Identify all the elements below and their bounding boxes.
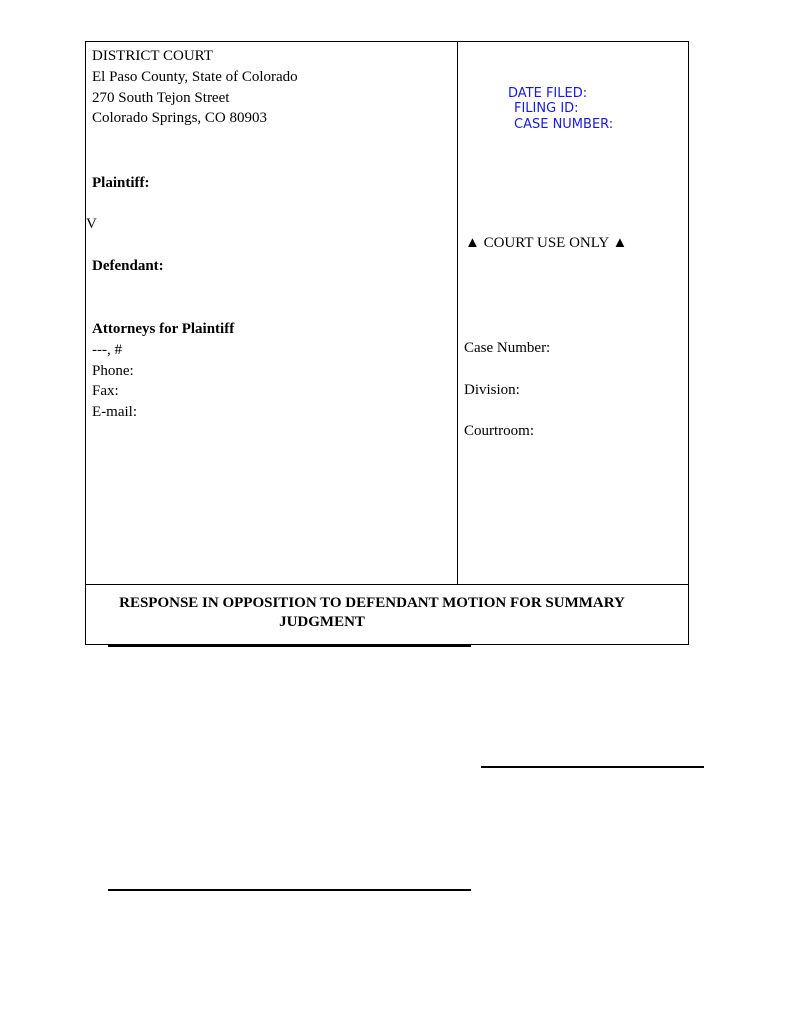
rule-under-title [108,645,471,647]
court-name: DISTRICT COURT [92,48,213,64]
caption-horizontal-divider [85,584,689,585]
courtroom-label: Courtroom: [464,423,534,439]
stamp-filing-id: FILING ID: [514,101,579,116]
email-label: E-mail: [92,404,137,420]
document-title-line-1: RESPONSE IN OPPOSITION TO DEFENDANT MOTION FOR SUMMARY [119,595,625,611]
court-use-only-label: ▲ COURT USE ONLY ▲ [465,235,628,251]
stamp-case-number: CASE NUMBER: [514,117,614,132]
stamp-date-filed: DATE FILED: [508,86,588,101]
signature-line-right [481,766,704,768]
attorney-name-line: ---, # [92,342,122,358]
phone-label: Phone: [92,363,134,379]
document-title [86,594,658,632]
court-street: 270 South Tejon Street [92,90,230,106]
document-title-line-2: JUDGMENT [279,614,365,630]
plaintiff-label: Plaintiff: [92,175,150,191]
defendant-label: Defendant: [92,258,164,274]
case-number-label: Case Number: [464,340,551,356]
versus-label: V [86,216,97,232]
caption-vertical-divider [457,41,458,584]
attorneys-heading: Attorneys for Plaintiff [92,321,235,337]
fax-label: Fax: [92,383,119,399]
court-county: El Paso County, State of Colorado [92,69,298,85]
division-label: Division: [464,382,520,398]
signature-line-left [108,889,471,891]
court-city: Colorado Springs, CO 80903 [92,110,268,126]
